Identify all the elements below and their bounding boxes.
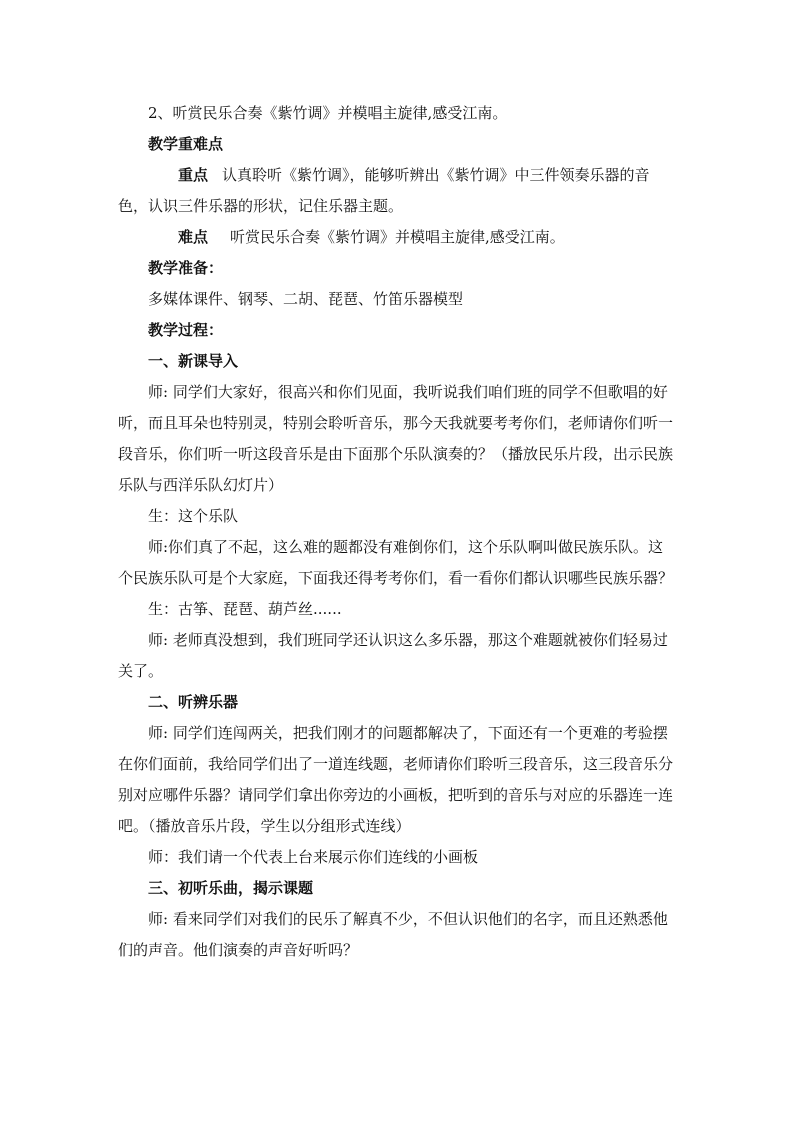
paragraph-teacher-praise: 师:你们真了不起，这么难的题都没有难倒你们，这个乐队啊叫做民族乐队。这个民族乐队可是个大家庭，下面我还得考考你们，看一看你们都认识哪些民族乐器？: [118, 538, 674, 587]
paragraph-student-answer-1: 生：这个乐队: [148, 507, 239, 525]
paragraph-teacher-question: 师: 看来同学们对我们的民乐了解真不少，不但认识他们的名字，而且还熟悉他们的声音。他们演奏的声音好听吗？: [118, 910, 668, 959]
label-key-point: 重点: [178, 166, 209, 184]
paragraph-objective-2: 2、听赏民乐合奏《紫竹调》并模唱主旋律,感受江南。: [148, 104, 508, 122]
text-key-point: 认真聆听《紫竹调》，能够听辨出《紫竹调》中三件领奏乐器的音色，认识三件乐器的形状，记住乐器主题。: [118, 166, 650, 215]
paragraph-teacher-pass: 师: 老师真没想到，我们班同学还认识这么多乐器，那这个难题就被你们轻易过关了。: [118, 631, 668, 680]
paragraph-teacher-showcase: 师：我们请一个代表上台来展示你们连线的小画板: [148, 848, 479, 866]
heading-section-3: 三、初听乐曲，揭示课题: [148, 879, 314, 897]
heading-key-difficult-points: 教学重难点: [148, 135, 224, 153]
heading-section-2: 二、听辨乐器: [148, 693, 239, 711]
text-difficult-point: 听赏民乐合奏《紫竹调》并模唱主旋律,感受江南。: [230, 228, 565, 246]
paragraph-teacher-intro: 师: 同学们大家好，很高兴和你们见面，我听说我们咱们班的同学不但歌唱的好听，而且耳朵也特别灵，特别会聆听音乐，那今天我就要考考你们，老师请你们听一段音乐，你们听一听这段音乐是由下面那个乐队演奏的？（播放民乐片段，出示民族乐队与西洋乐队幻灯片）: [118, 383, 674, 494]
heading-preparation: 教学准备：: [148, 259, 224, 277]
paragraph-student-answer-2: 生：古筝、琵琶、葫芦丝......: [148, 600, 342, 618]
paragraph-difficult-point: [118, 222, 678, 253]
heading-section-1: 一、新课导入: [148, 352, 239, 370]
document-body: [118, 98, 678, 966]
label-difficult-point: 难点: [178, 228, 209, 246]
paragraph-preparation-list: 多媒体课件、钢琴、二胡、琵琶、竹笛乐器模型: [148, 290, 464, 308]
paragraph-key-point: [118, 160, 678, 222]
paragraph-teacher-challenge: 师: 同学们连闯两关，把我们刚才的问题都解决了，下面还有一个更难的考验摆在你们面前，我给同学们出了一道连线题，老师请你们聆听三段音乐，这三段音乐分别对应哪件乐器？请同学们拿出你旁边的小画板，把听到的音乐与对应的乐器连一连吧。（播放音乐片段，学生以分组形式连线）: [118, 724, 674, 835]
heading-process: 教学过程：: [148, 321, 224, 339]
